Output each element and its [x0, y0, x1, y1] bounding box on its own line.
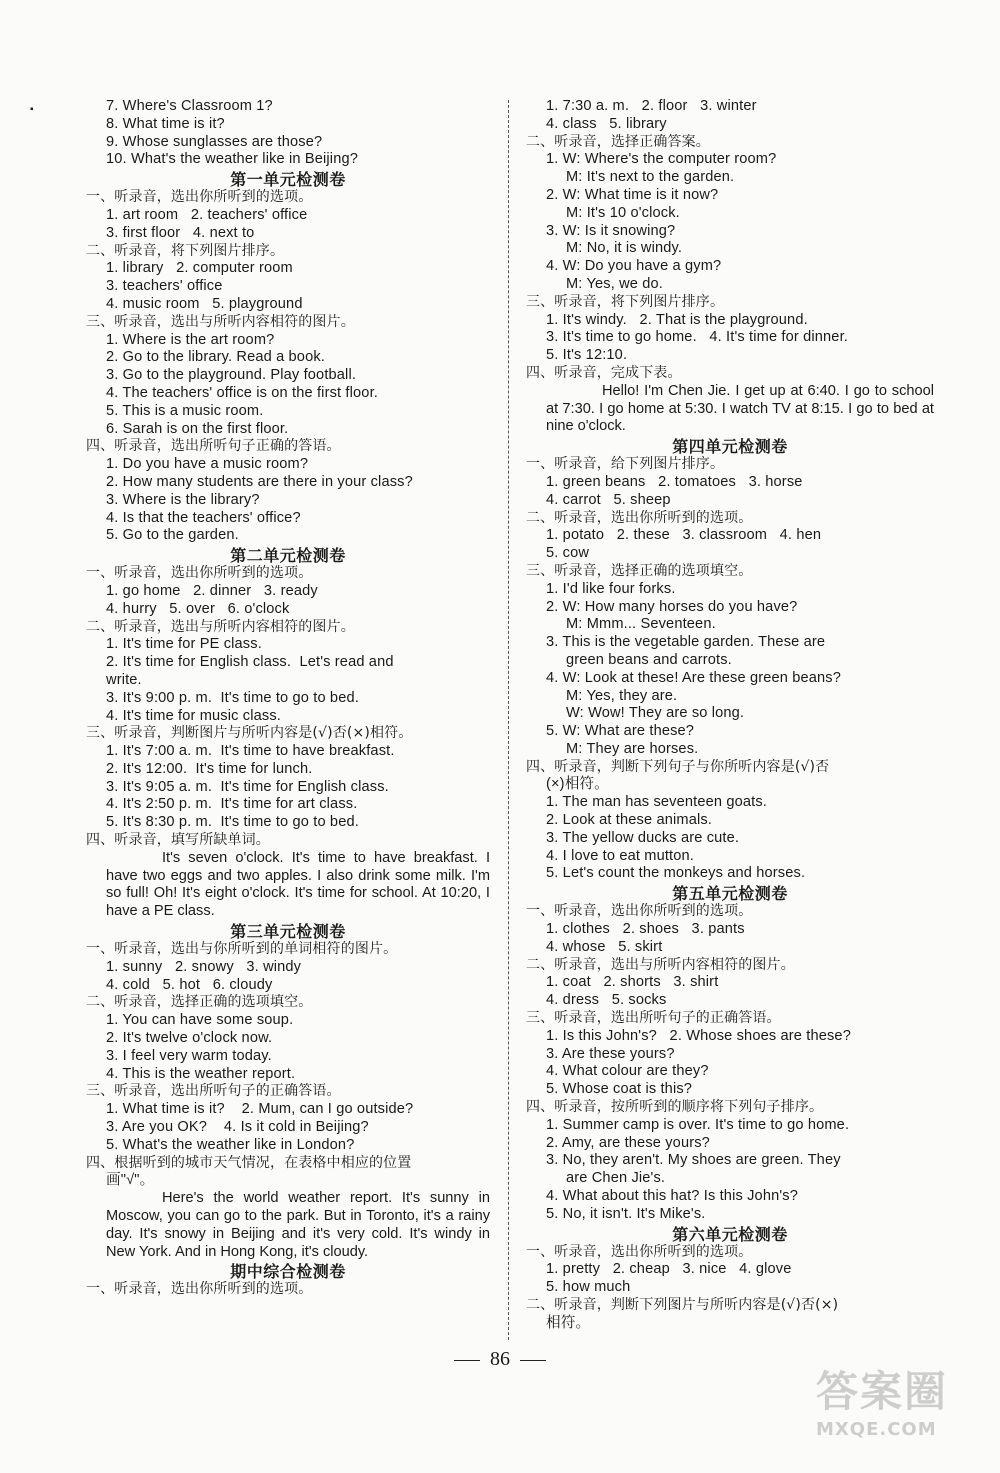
- answer-line: 5. Let's count the monkeys and horses.: [546, 865, 806, 882]
- watermark-logo: [816, 1359, 986, 1459]
- answer-line: 4. hurry 5. over 6. o'clock: [106, 600, 290, 617]
- question-heading: 四、听录音，判断下列句子与你所听内容是(√)否: [526, 758, 830, 775]
- answer-line: 3. Where is the library?: [106, 491, 260, 508]
- answer-line: 3. W: Is it snowing?: [546, 222, 676, 239]
- answer-line: 3. It's 9:00 p. m. It's time to go to bed.: [106, 689, 359, 706]
- answer-line: 3. Are you OK? 4. Is it cold in Beijing?: [106, 1119, 369, 1136]
- question-heading: 二、听录音，判断下列图片与所听内容是(√)否(×): [526, 1297, 839, 1313]
- question-heading: 三、听录音，判断图片与所听内容是(√)否(×)相符。: [86, 725, 413, 742]
- answer-line: 4. It's time for music class.: [106, 707, 281, 724]
- answer-line: M: It's next to the garden.: [566, 169, 735, 186]
- section-heading: 第三单元检测卷: [230, 922, 346, 942]
- answer-line: 7. Where's Classroom 1?: [106, 98, 273, 114]
- answer-line: 1. sunny 2. snowy 3. windy: [106, 958, 302, 975]
- answer-line: 1. I'd like four forks.: [546, 580, 676, 597]
- question-heading: 一、听录音，选出你所听到的选项。: [526, 1243, 753, 1260]
- answer-line: 1. Summer camp is over. It's time to go home.: [546, 1116, 850, 1133]
- answer-line: 1. You can have some soup.: [106, 1012, 294, 1029]
- left-column: [86, 98, 490, 1299]
- question-heading: 二、听录音，选择正确的选项填空。: [86, 994, 313, 1011]
- answer-line: 1. It's 7:00 a. m. It's time to have breakfast.: [106, 743, 395, 760]
- answer-line: 5. It's 12:10.: [546, 347, 628, 364]
- answer-line: 5. W: What are these?: [546, 723, 695, 740]
- question-heading: 三、听录音，选出所听句子的正确答语。: [86, 1083, 341, 1100]
- right-column: [526, 98, 934, 1333]
- watermark-url: MXQE.COM: [816, 1419, 937, 1440]
- question-heading: 三、听录音，选出所听句子的正确答语。: [526, 1010, 781, 1027]
- section-heading: 第二单元检测卷: [230, 546, 346, 566]
- answer-line: 4. I love to eat mutton.: [546, 847, 694, 864]
- answer-line: W: Wow! They are so long.: [566, 705, 745, 722]
- answer-line: M: They are horses.: [566, 740, 699, 757]
- question-heading: 一、听录音，给下列图片排序。: [526, 456, 725, 473]
- answer-line: 6. Sarah is on the first floor.: [106, 420, 289, 437]
- question-heading: 四、听录音，填写所缺单词。: [86, 832, 270, 849]
- answer-line: 5. It's 8:30 p. m. It's time to go to bed.: [106, 814, 359, 831]
- listening-passage: It's seven o'clock. It's time to have breakfast. I have two eggs and two apples. I also drink some milk. I'm so full! Oh! It's eight o'clock. It's time for school. At 10:20, I have a PE class.: [106, 849, 490, 920]
- answer-line: 1. What time is it? 2. Mum, can I go outside?: [106, 1101, 414, 1118]
- answer-line: 2. It's 12:00. It's time for lunch.: [106, 760, 313, 777]
- answer-line: 4. Is that the teachers' office?: [106, 509, 301, 526]
- answer-line: 10. What's the weather like in Beijing?: [106, 151, 358, 168]
- answer-line: write.: [106, 671, 142, 688]
- answer-line: 2. It's time for English class. Let's read and: [106, 654, 394, 671]
- question-heading: 二、听录音，选择正确答案。: [526, 133, 710, 150]
- answer-line: 4. dress 5. socks: [546, 992, 667, 1009]
- answer-line: 1. green beans 2. tomatoes 3. horse: [546, 473, 803, 490]
- question-heading: 一、听录音，选出你所听到的选项。: [86, 1281, 313, 1298]
- answer-line: 3. Go to the playground. Play football.: [106, 367, 357, 384]
- answer-line: green beans and carrots.: [566, 651, 732, 668]
- answer-line: 9. Whose sunglasses are those?: [106, 133, 323, 150]
- question-heading: 一、听录音，选出你所听到的选项。: [86, 565, 313, 582]
- answer-line: 4. W: Look at these! Are these green beans?: [546, 669, 842, 686]
- question-heading: 二、听录音，选出与所听内容相符的图片。: [526, 956, 795, 973]
- answer-line: 3. Are these yours?: [546, 1045, 675, 1062]
- answer-line: 3. It's time to go home. 4. It's time for dinner.: [546, 329, 848, 346]
- page-number: 86: [0, 1348, 1000, 1371]
- question-heading: 三、听录音，选出与所听内容相符的图片。: [86, 313, 355, 330]
- question-heading: 三、听录音，选择正确的选项填空。: [526, 562, 753, 579]
- answer-line: 4. cold 5. hot 6. cloudy: [106, 976, 273, 993]
- answer-line: 1. coat 2. shorts 3. shirt: [546, 974, 719, 991]
- answer-line: are Chen Jie's.: [566, 1170, 666, 1187]
- section-heading: 第五单元检测卷: [672, 884, 788, 904]
- answer-line: 3. No, they aren't. My shoes are green. They: [546, 1152, 841, 1169]
- answer-line: 5. Whose coat is this?: [546, 1081, 693, 1098]
- answer-line: 4. class 5. library: [546, 115, 667, 132]
- question-heading: 一、听录音，选出你所听到的选项。: [526, 903, 753, 920]
- question-heading: 二、听录音，选出你所听到的选项。: [526, 509, 753, 526]
- answer-line: 5. No, it isn't. It's Mike's.: [546, 1205, 706, 1222]
- answer-line: 1. It's windy. 2. That is the playground.: [546, 311, 808, 328]
- answer-line: 1. pretty 2. cheap 3. nice 4. glove: [546, 1261, 792, 1278]
- answer-line: 3. The yellow ducks are cute.: [546, 829, 740, 846]
- answer-line: 4. W: Do you have a gym?: [546, 258, 722, 275]
- listening-passage: Here's the world weather report. It's sunny in Moscow, you can go to the park. But in Toronto, it's a rainy day. It's snowy in Beijing and it's very cold. It's windy in New York. And in Hong Kong, it's cloudy.: [106, 1190, 490, 1260]
- answer-line: 1. Is this John's? 2. Whose shoes are these?: [546, 1027, 851, 1044]
- answer-line: 4. music room 5. playground: [106, 295, 303, 312]
- answer-line: 5. What's the weather like in London?: [106, 1136, 355, 1153]
- answer-line: 3. It's 9:05 a. m. It's time for English class.: [106, 778, 389, 795]
- answer-line: 4. The teachers' office is on the first floor.: [106, 384, 378, 401]
- question-heading: 四、根据听到的城市天气情况，在表格中相应的位置: [86, 1154, 412, 1171]
- answer-line: 1. potato 2. these 3. classroom 4. hen: [546, 527, 822, 544]
- answer-line: 2. Amy, are these yours?: [546, 1134, 710, 1151]
- question-heading: 四、听录音，完成下表。: [526, 364, 682, 381]
- answer-line: 4. What about this hat? Is this John's?: [546, 1188, 799, 1205]
- answer-line: 5. Go to the garden.: [106, 527, 239, 544]
- question-heading: 四、听录音，选出所听句子正确的答语。: [86, 438, 341, 455]
- answer-line: 3. teachers' office: [106, 278, 223, 295]
- section-heading: 第一单元检测卷: [230, 170, 346, 190]
- answer-line: M: It's 10 o'clock.: [566, 204, 680, 221]
- answer-line: 画"√"。: [106, 1172, 155, 1189]
- question-heading: 二、听录音，选出与所听内容相符的图片。: [86, 618, 355, 635]
- answer-line: 1. art room 2. teachers' office: [106, 206, 308, 223]
- answer-line: 3. This is the vegetable garden. These are: [546, 634, 826, 651]
- question-heading: 一、听录音，选出与你所听到的单词相符的图片。: [86, 941, 398, 958]
- question-heading: 四、听录音，按所听到的顺序将下列句子排序。: [526, 1099, 824, 1116]
- answer-line: 4. This is the weather report.: [106, 1065, 296, 1082]
- answer-line: 2. W: How many horses do you have?: [546, 598, 798, 615]
- answer-line: 5. This is a music room.: [106, 402, 264, 419]
- answer-line: 4. carrot 5. sheep: [546, 491, 671, 508]
- answer-line: M: Yes, they are.: [566, 687, 678, 704]
- answer-line: 1. The man has seventeen goats.: [546, 794, 767, 811]
- section-heading: 第六单元检测卷: [672, 1224, 788, 1244]
- answer-line: 4. It's 2:50 p. m. It's time for art class.: [106, 796, 358, 813]
- section-heading: 期中综合检测卷: [230, 1262, 346, 1282]
- answer-line: M: Mmm... Seventeen.: [566, 616, 716, 633]
- margin-mark: ▪: [30, 104, 34, 115]
- column-divider: [508, 100, 509, 1340]
- answer-line: 2. How many students are there in your class?: [106, 473, 413, 490]
- answer-line: 2. Go to the library. Read a book.: [106, 349, 325, 366]
- answer-line: 1. Do you have a music room?: [106, 456, 309, 473]
- question-heading: 一、听录音，选出你所听到的选项。: [86, 189, 313, 206]
- answer-line: 1. clothes 2. shoes 3. pants: [546, 921, 745, 938]
- answer-line: 4. whose 5. skirt: [546, 938, 663, 955]
- answer-line: 1. It's time for PE class.: [106, 636, 262, 653]
- answer-line: 1. go home 2. dinner 3. ready: [106, 582, 318, 599]
- answer-line: 2. It's twelve o'clock now.: [106, 1030, 273, 1047]
- listening-passage: Hello! I'm Chen Jie. I get up at 6:40. I go to school at 7:30. I go home at 5:30. I watch TV at 8:15. I go to bed at nine o'clock.: [546, 382, 934, 435]
- answer-line: 相符。: [546, 1314, 591, 1331]
- answer-line: 5. how much: [546, 1279, 631, 1296]
- answer-line: M: No, it is windy.: [566, 240, 683, 257]
- answer-line: 5. cow: [546, 545, 590, 562]
- watermark-title: 答案圈: [816, 1367, 949, 1416]
- question-heading: 三、听录音，将下列图片排序。: [526, 293, 725, 310]
- answer-line: 4. What colour are they?: [546, 1063, 709, 1080]
- question-heading: 二、听录音，将下列图片排序。: [86, 242, 285, 259]
- answer-line: 1. W: Where's the computer room?: [546, 151, 777, 168]
- answer-line: 1. Where is the art room?: [106, 331, 275, 348]
- answer-line: 2. W: What time is it now?: [546, 186, 719, 203]
- answer-line: 3. first floor 4. next to: [106, 224, 255, 241]
- answer-line: (×)相符。: [546, 776, 609, 793]
- answer-line: M: Yes, we do.: [566, 275, 664, 292]
- answer-line: 2. Look at these animals.: [546, 812, 712, 829]
- answer-line: 3. I feel very warm today.: [106, 1047, 272, 1064]
- section-heading: 第四单元检测卷: [672, 437, 788, 457]
- answer-line: 1. 7:30 a. m. 2. floor 3. winter: [546, 98, 757, 114]
- answer-line: 8. What time is it?: [106, 115, 225, 132]
- answer-line: 1. library 2. computer room: [106, 260, 293, 277]
